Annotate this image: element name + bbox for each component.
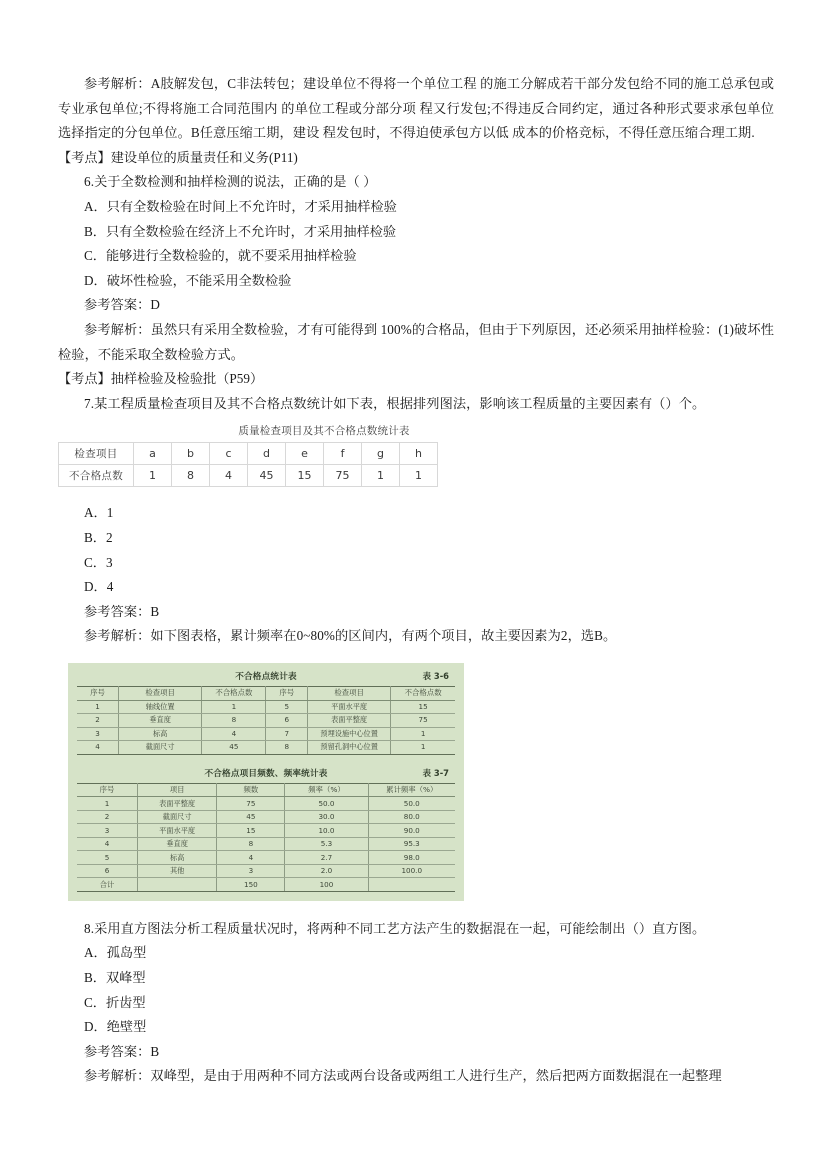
cell: 10.0 — [285, 824, 368, 838]
cell: 4 — [217, 851, 285, 865]
cell: 45 — [217, 810, 285, 824]
cell: 75 — [391, 714, 455, 728]
table-row — [77, 864, 455, 878]
table-row — [59, 443, 438, 465]
header-cell: 序号 — [77, 686, 119, 700]
header-cell: 检查项目 — [308, 686, 391, 700]
cell: 平面水平度 — [308, 700, 391, 714]
question-8-answer: 参考答案：B — [84, 1043, 160, 1059]
cell: 100 — [285, 878, 368, 892]
count-cell: 75 — [324, 465, 362, 487]
kaodian-heading-1: 【考点】建设单位的质量责任和义务(P11) — [58, 149, 298, 165]
table-37-body — [77, 783, 455, 891]
header-cell: 检查项目 — [119, 686, 202, 700]
cell: 7 — [266, 727, 308, 741]
cell: 90.0 — [368, 824, 455, 838]
question-7-option-a: A．1 — [84, 505, 114, 521]
cell: 3 — [77, 824, 137, 838]
cell: 5 — [266, 700, 308, 714]
cell: 标高 — [119, 727, 202, 741]
cell: 2.7 — [285, 851, 368, 865]
header-cell: 序号 — [266, 686, 308, 700]
cell: 80.0 — [368, 810, 455, 824]
cell: 95.3 — [368, 837, 455, 851]
cell: 50.0 — [285, 797, 368, 811]
cell: 1 — [391, 741, 455, 755]
count-cell: 45 — [248, 465, 286, 487]
question-7-stem: 7.某工程质量检查项目及其不合格点数统计如下表，根据排列图法，影响该工程质量的主要因素有（）个。 — [84, 395, 706, 411]
header-cell: 累计频率（%） — [368, 783, 455, 797]
question-6-option-b: B．只有全数检验在经济上不允许时，才采用抽样检验 — [84, 223, 397, 239]
cell — [368, 878, 455, 892]
question-7-option-d: D．4 — [84, 579, 114, 595]
cell: 5.3 — [285, 837, 368, 851]
cell: 6 — [77, 864, 137, 878]
cell: 4 — [202, 727, 266, 741]
cell: 1 — [77, 700, 119, 714]
table-row-total — [77, 878, 455, 892]
header-cell: 不合格点数 — [391, 686, 455, 700]
table-37 — [77, 783, 455, 892]
question-8-option-b: B．双峰型 — [84, 970, 146, 985]
question-8-option-c: C．折齿型 — [84, 994, 146, 1010]
count-cell: 1 — [134, 465, 172, 487]
row-label-items: 检查项目 — [59, 443, 134, 465]
cell: 预埋设施中心位置 — [308, 727, 391, 741]
question-8-stem: 8.采用直方图法分析工程质量状况时，将两种不同工艺方法产生的数据混在一起，可能绘制出（）直方图。 — [84, 920, 706, 936]
cell: 垂直度 — [119, 714, 202, 728]
table-37-title-row — [77, 767, 455, 781]
question-6-option-a: A．只有全数检验在时间上不允许时，才采用抽样检验 — [84, 198, 397, 214]
question-6-option-d: D．破坏性检验，不能采用全数检验 — [84, 272, 292, 288]
header-cell: 序号 — [77, 783, 137, 797]
cell: 标高 — [137, 851, 216, 865]
cell: 8 — [217, 837, 285, 851]
cell: 表面平整度 — [137, 797, 216, 811]
item-cell: c — [210, 443, 248, 465]
analysis-paragraph-top: 参考解析：A肢解发包，C非法转包；建设单位不得将一个单位工程 的施工分解成若干部分发包给不同的施工总承包或专业承包单位;不得将施工合同范围内 的单位工程或分部分项 程又行发包;不得违反合同约定，通过各种形式要求承包单位 选择指定的分包单位。B任意压缩工期，建设 程发包时，不得迫使承包方以低 成本的价格竞标，不得任意压缩合理工期. — [58, 76, 774, 141]
table-row — [77, 851, 455, 865]
item-cell: h — [400, 443, 438, 465]
total-label: 合计 — [77, 878, 137, 892]
count-cell: 1 — [362, 465, 400, 487]
cell: 5 — [77, 851, 137, 865]
question-6-analysis: 参考解析：虽然只有采用全数检验，才有可能得到 100%的合格品，但由于下列原因，还必须采用抽样检验：(1)破坏性检验，不能采取全数检验方式。 — [58, 321, 774, 362]
cell: 3 — [77, 727, 119, 741]
cell: 2 — [77, 714, 119, 728]
cell: 预留孔洞中心位置 — [308, 741, 391, 755]
table-36-title-row — [77, 670, 455, 684]
table-36 — [77, 686, 455, 755]
table-row — [77, 741, 455, 755]
count-cell: 4 — [210, 465, 248, 487]
cell: 1 — [77, 797, 137, 811]
header-cell: 频数 — [217, 783, 285, 797]
cell: 表面平整度 — [308, 714, 391, 728]
table-37-title: 不合格点项目频数、频率统计表 — [204, 768, 328, 779]
cell: 平面水平度 — [137, 824, 216, 838]
count-cell: 8 — [172, 465, 210, 487]
document-content — [58, 72, 774, 1089]
cell: 其他 — [137, 864, 216, 878]
question-8-option-d: D．绝壁型 — [84, 1019, 147, 1035]
header-cell: 项目 — [137, 783, 216, 797]
cell: 50.0 — [368, 797, 455, 811]
table-row — [77, 783, 455, 797]
header-cell: 频率（%） — [285, 783, 368, 797]
cell: 15 — [217, 824, 285, 838]
cell: 8 — [266, 741, 308, 755]
table-36-body — [77, 686, 455, 754]
question-7-analysis: 参考解析：如下图表格，累计频率在0~80%的区间内，有两个项目，故主要因素为2，选B。 — [84, 628, 617, 644]
item-cell: f — [324, 443, 362, 465]
question-7-table — [58, 442, 438, 487]
count-cell: 1 — [400, 465, 438, 487]
cell: 轴线位置 — [119, 700, 202, 714]
table-row — [77, 714, 455, 728]
figure-table-spacer — [77, 755, 455, 767]
question-7-table-caption: 质量检查项目及其不合格点数统计表 — [238, 425, 410, 438]
item-cell: e — [286, 443, 324, 465]
cell: 截面尺寸 — [137, 810, 216, 824]
cell: 100.0 — [368, 864, 455, 878]
table-row — [59, 465, 438, 487]
cell — [137, 878, 216, 892]
header-cell: 不合格点数 — [202, 686, 266, 700]
table-row — [77, 700, 455, 714]
question-7-table-body — [59, 443, 438, 487]
table-row — [77, 810, 455, 824]
cell: 3 — [217, 864, 285, 878]
cell: 1 — [391, 727, 455, 741]
question-6-stem: 6.关于全数检测和抽样检测的说法，正确的是（ ） — [84, 174, 377, 190]
table-36-tag: 表 3-6 — [422, 670, 449, 681]
cell: 45 — [202, 741, 266, 755]
item-cell: g — [362, 443, 400, 465]
embedded-figure-image — [68, 663, 464, 901]
item-cell: a — [134, 443, 172, 465]
cell: 2 — [77, 810, 137, 824]
table-row — [77, 727, 455, 741]
table-row — [77, 837, 455, 851]
cell: 98.0 — [368, 851, 455, 865]
table-row — [77, 824, 455, 838]
cell: 截面尺寸 — [119, 741, 202, 755]
table-36-title: 不合格点统计表 — [235, 671, 297, 682]
cell: 150 — [217, 878, 285, 892]
cell: 30.0 — [285, 810, 368, 824]
cell: 2.0 — [285, 864, 368, 878]
table-row — [77, 686, 455, 700]
cell: 8 — [202, 714, 266, 728]
cell: 75 — [217, 797, 285, 811]
question-7-option-b: B．2 — [84, 529, 113, 545]
question-7-option-c: C．3 — [84, 554, 113, 570]
table-37-tag: 表 3-7 — [422, 767, 449, 778]
table-row — [77, 797, 455, 811]
cell: 4 — [77, 741, 119, 755]
question-8-option-a: A．孤岛型 — [84, 945, 147, 961]
question-8-analysis: 参考解析：双峰型，是由于用两种不同方法或两台设备或两组工人进行生产，然后把两方面数据混在一起整理 — [84, 1068, 722, 1084]
kaodian-heading-2: 【考点】抽样检验及检验批（P59） — [58, 371, 264, 387]
item-cell: d — [248, 443, 286, 465]
cell: 6 — [266, 714, 308, 728]
row-label-counts: 不合格点数 — [59, 465, 134, 487]
question-7-answer: 参考答案：B — [84, 603, 160, 619]
cell: 4 — [77, 837, 137, 851]
question-6-answer: 参考答案：D — [84, 297, 161, 313]
cell: 垂直度 — [137, 837, 216, 851]
question-6-option-c: C．能够进行全数检验的，就不要采用抽样检验 — [84, 248, 357, 264]
count-cell: 15 — [286, 465, 324, 487]
cell: 1 — [202, 700, 266, 714]
cell: 15 — [391, 700, 455, 714]
item-cell: b — [172, 443, 210, 465]
